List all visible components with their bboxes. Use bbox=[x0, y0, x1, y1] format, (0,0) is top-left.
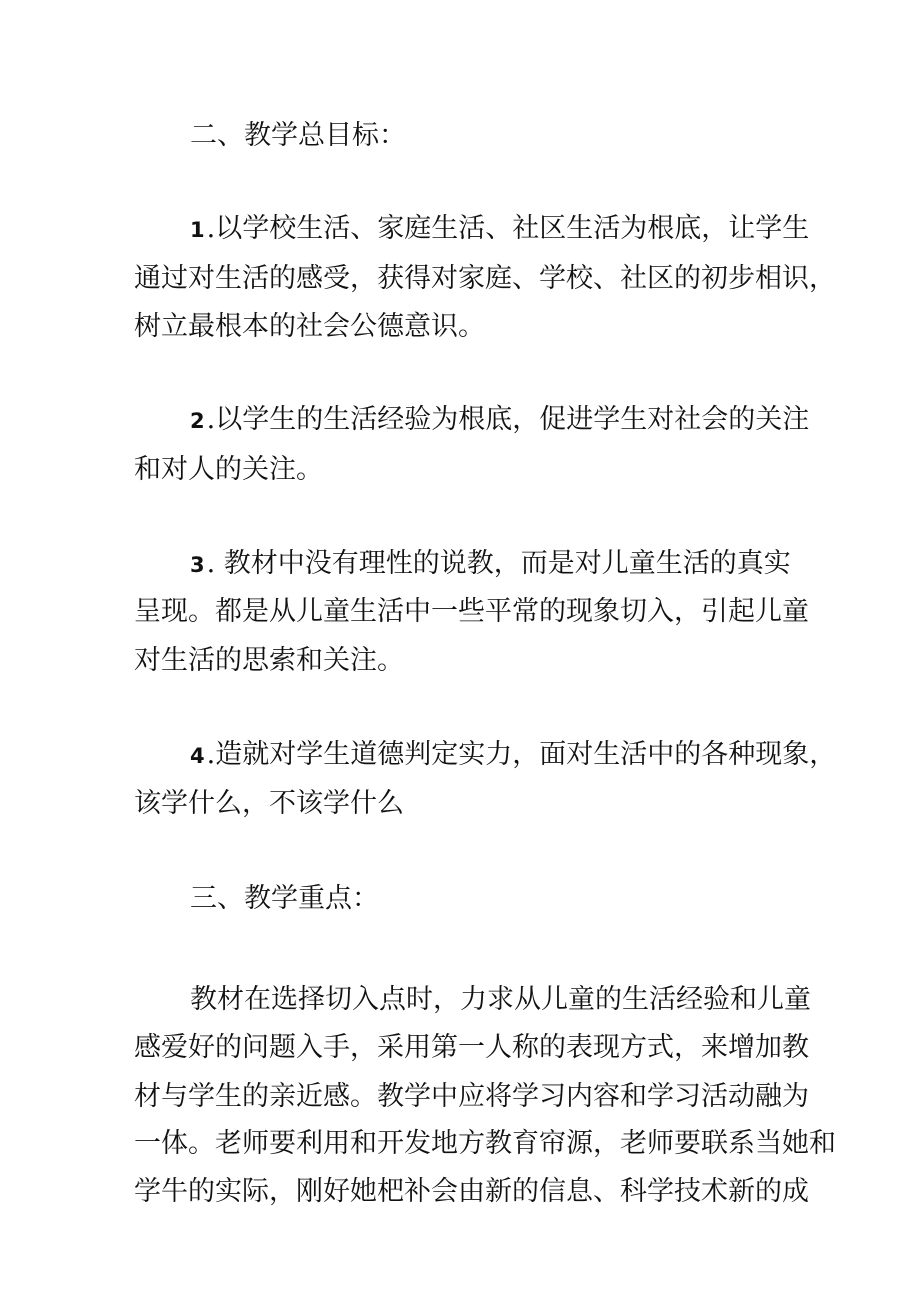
goal-3-line-1 bbox=[190, 548, 791, 581]
goal-3-number: 3 bbox=[190, 553, 205, 577]
goal-2-line-2: 和对人的关注。 bbox=[134, 454, 323, 485]
key-points-line-4: 一体。老师要利用和开发地方教育帘源，老师要联系当她和 bbox=[134, 1128, 836, 1159]
goal-4-number: 4 bbox=[190, 744, 205, 768]
key-points-line-5: 学牛的实际，刚好她杷补会由新的信息、科学技术新的成 bbox=[134, 1176, 809, 1207]
goal-2-line-1 bbox=[190, 404, 809, 437]
key-points-line-1: 教材在选择切入点时，力求从儿童的生活经验和儿童 bbox=[190, 984, 811, 1015]
section-heading-goals: 二、教学总目标： bbox=[190, 120, 406, 151]
goal-1-line-1 bbox=[190, 213, 809, 246]
goal-3-text-1: . 教材中没有理性的说教，而是对儿童生活的真实 bbox=[206, 548, 791, 579]
section-heading-key-points: 三、教学重点： bbox=[190, 883, 379, 914]
key-points-line-3: 材与学生的亲近感。教学中应将学习内容和学习活动融为 bbox=[134, 1081, 809, 1112]
goal-4-text-1: .造就对学生道德判定实力，面对生活中的各种现象， bbox=[206, 739, 837, 770]
goal-3-line-3: 对生活的思索和关注。 bbox=[134, 645, 404, 676]
goal-2-number: 2 bbox=[190, 409, 205, 433]
goal-1-line-2: 通过对生活的感受，获得对家庭、学校、社区的初步相识， bbox=[134, 263, 836, 294]
goal-1-line-3: 树立最根本的社会公德意识。 bbox=[134, 311, 485, 342]
goal-2-text-1: .以学生的生活经验为根底，促进学生对社会的关注 bbox=[206, 404, 810, 435]
goal-1-number: 1 bbox=[190, 218, 205, 242]
goal-4-line-1 bbox=[190, 739, 836, 772]
goal-1-text-1: .以学校生活、家庭生活、社区生活为根底，让学生 bbox=[206, 213, 810, 244]
goal-4-line-2: 该学什么，不该学什么 bbox=[134, 788, 404, 819]
goal-3-line-2: 呈现。都是从儿童生活中一些平常的现象切入，引起儿童 bbox=[134, 596, 809, 627]
key-points-line-2: 感爱好的问题入手，采用第一人称的表现方式，来增加教 bbox=[134, 1032, 809, 1063]
